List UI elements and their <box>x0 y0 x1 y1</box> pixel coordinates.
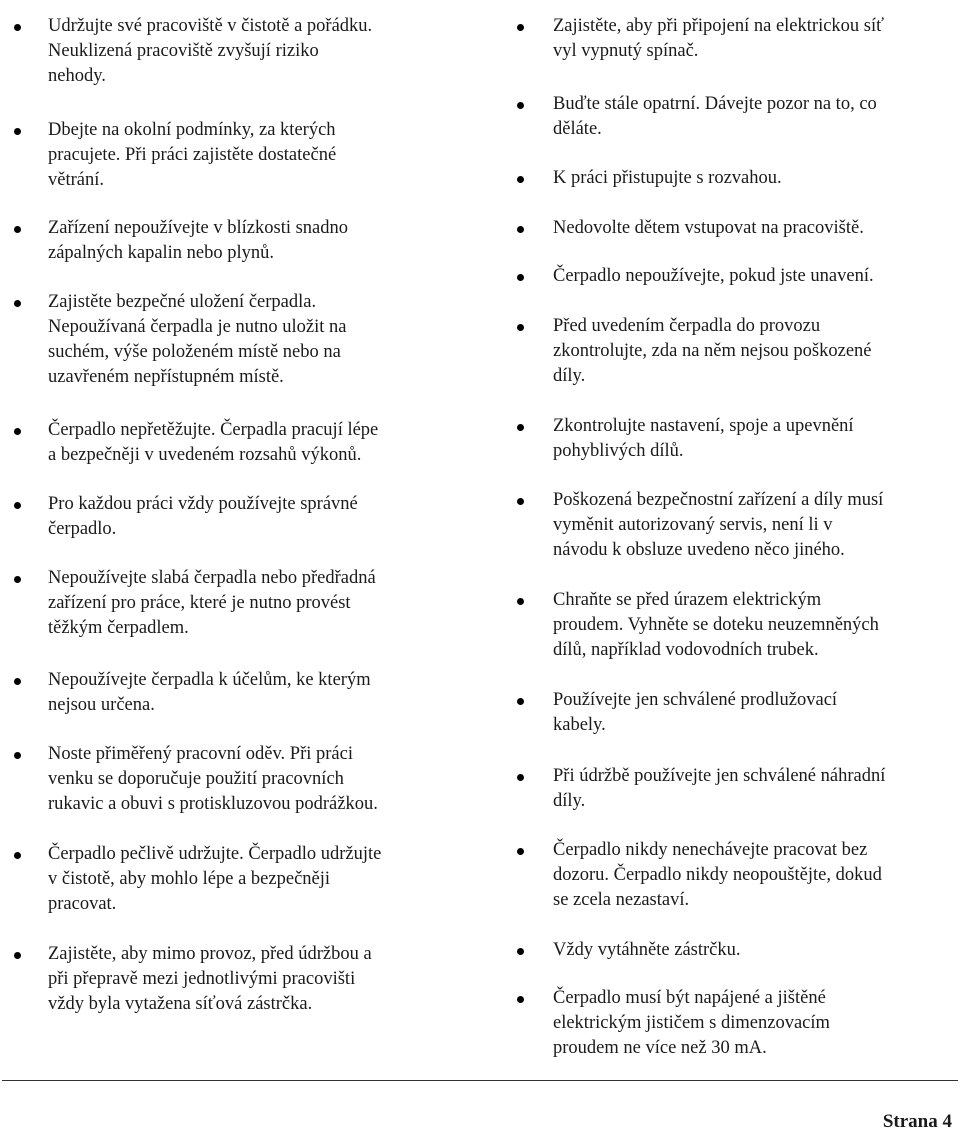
list-item-text: Čerpadlo musí být napájené a jištěné elektrickým jističem s dimenzovacím proudem ne více než 30 mA. <box>553 988 830 1058</box>
bullet-icon <box>14 952 21 959</box>
list-item-text: K práci přistupujte s rozvahou. <box>553 168 782 188</box>
bullet-icon <box>14 502 21 509</box>
list-item-text: Chraňte se před úrazem elektrickým proudem. Vyhněte se doteku neuzemněných dílů, například vodovodních trubek. <box>553 590 879 660</box>
list-item-text: Zajistěte bezpečné uložení čerpadla. Nepoužívaná čerpadla je nutno uložit na suchém, výše položeném místě nebo na uzavřeném nepřístupném místě. <box>48 292 347 387</box>
list-item-text: Vždy vytáhněte zástrčku. <box>553 940 741 960</box>
bullet-icon <box>517 176 524 183</box>
bullet-icon <box>14 128 21 135</box>
list-item-text: Nepoužívejte slabá čerpadla nebo předřadná zařízení pro práce, které je nutno provést těžkým čerpadlem. <box>48 568 376 638</box>
bullet-icon <box>517 948 524 955</box>
list-item-text: Používejte jen schválené prodlužovací kabely. <box>553 690 838 735</box>
bullet-icon <box>14 752 21 759</box>
list-item-text: Zkontrolujte nastavení, spoje a upevnění pohyblivých dílů. <box>553 416 854 461</box>
list-item-text: Noste přiměřený pracovní oděv. Při práci venku se doporučuje použití pracovních rukavic a obuvi s protiskluzovou podrážkou. <box>48 744 378 814</box>
list-item-text: Čerpadlo nikdy nenechávejte pracovat bez dozoru. Čerpadlo nikdy neopouštějte, dokud se zcela nezastaví. <box>553 840 882 910</box>
list-item-text: Čerpadlo pečlivě udržujte. Čerpadlo udržujte v čistotě, aby mohlo lépe a bezpečněji pracovat. <box>48 844 382 914</box>
bullet-icon <box>14 576 21 583</box>
bullet-icon <box>14 24 21 31</box>
list-item-text: Udržujte své pracoviště v čistotě a pořádku. Neuklizená pracoviště zvyšují riziko nehody. <box>48 16 373 86</box>
bullet-icon <box>517 598 524 605</box>
list-item-text: Čerpadlo nepřetěžujte. Čerpadla pracují lépe a bezpečněji v uvedeném rozsahů výkonů. <box>48 420 379 465</box>
bullet-icon <box>14 226 21 233</box>
list-item-text: Při údržbě používejte jen schválené náhradní díly. <box>553 766 886 811</box>
bullet-icon <box>14 300 21 307</box>
bullet-icon <box>517 996 524 1003</box>
bullet-icon <box>517 848 524 855</box>
footer-divider <box>2 1080 958 1081</box>
bullet-icon <box>517 498 524 505</box>
bullet-icon <box>517 102 524 109</box>
bullet-icon <box>517 774 524 781</box>
list-item-text: Zajistěte, aby při připojení na elektrickou síť vyl vypnutý spínač. <box>553 16 885 61</box>
list-item-text: Zajistěte, aby mimo provoz, před údržbou a při přepravě mezi jednotlivými pracovišti vždy byla vytažena síťová zástrčka. <box>48 944 372 1014</box>
bullet-icon <box>517 274 524 281</box>
bullet-icon <box>517 698 524 705</box>
list-item-text: Zařízení nepoužívejte v blízkosti snadno zápalných kapalin nebo plynů. <box>48 218 349 263</box>
bullet-icon <box>517 24 524 31</box>
list-item-text: Čerpadlo nepoužívejte, pokud jste unavení. <box>553 266 874 286</box>
bullet-icon <box>517 324 524 331</box>
bullet-icon <box>14 678 21 685</box>
list-item-text: Dbejte na okolní podmínky, za kterých pracujete. Při práci zajistěte dostatečné větrání. <box>48 120 337 190</box>
list-item-text: Poškozená bezpečnostní zařízení a díly musí vyměnit autorizovaný servis, není li v návodu k obsluze uvedeno něco jiného. <box>553 490 884 560</box>
list-item-text: Buďte stále opatrní. Dávejte pozor na to, co děláte. <box>553 94 877 139</box>
bullet-icon <box>14 428 21 435</box>
list-item-text: Nepoužívejte čerpadla k účelům, ke kterým nejsou určena. <box>48 670 371 715</box>
bullet-icon <box>517 226 524 233</box>
page-number: Strana 4 <box>882 1111 952 1132</box>
bullet-icon <box>517 424 524 431</box>
list-item-text: Pro každou práci vždy používejte správné čerpadlo. <box>48 494 358 539</box>
list-item-text: Před uvedením čerpadla do provozu zkontrolujte, zda na něm nejsou poškozené díly. <box>553 316 872 386</box>
bullet-icon <box>14 852 21 859</box>
list-item-text: Nedovolte dětem vstupovat na pracoviště. <box>553 218 864 238</box>
